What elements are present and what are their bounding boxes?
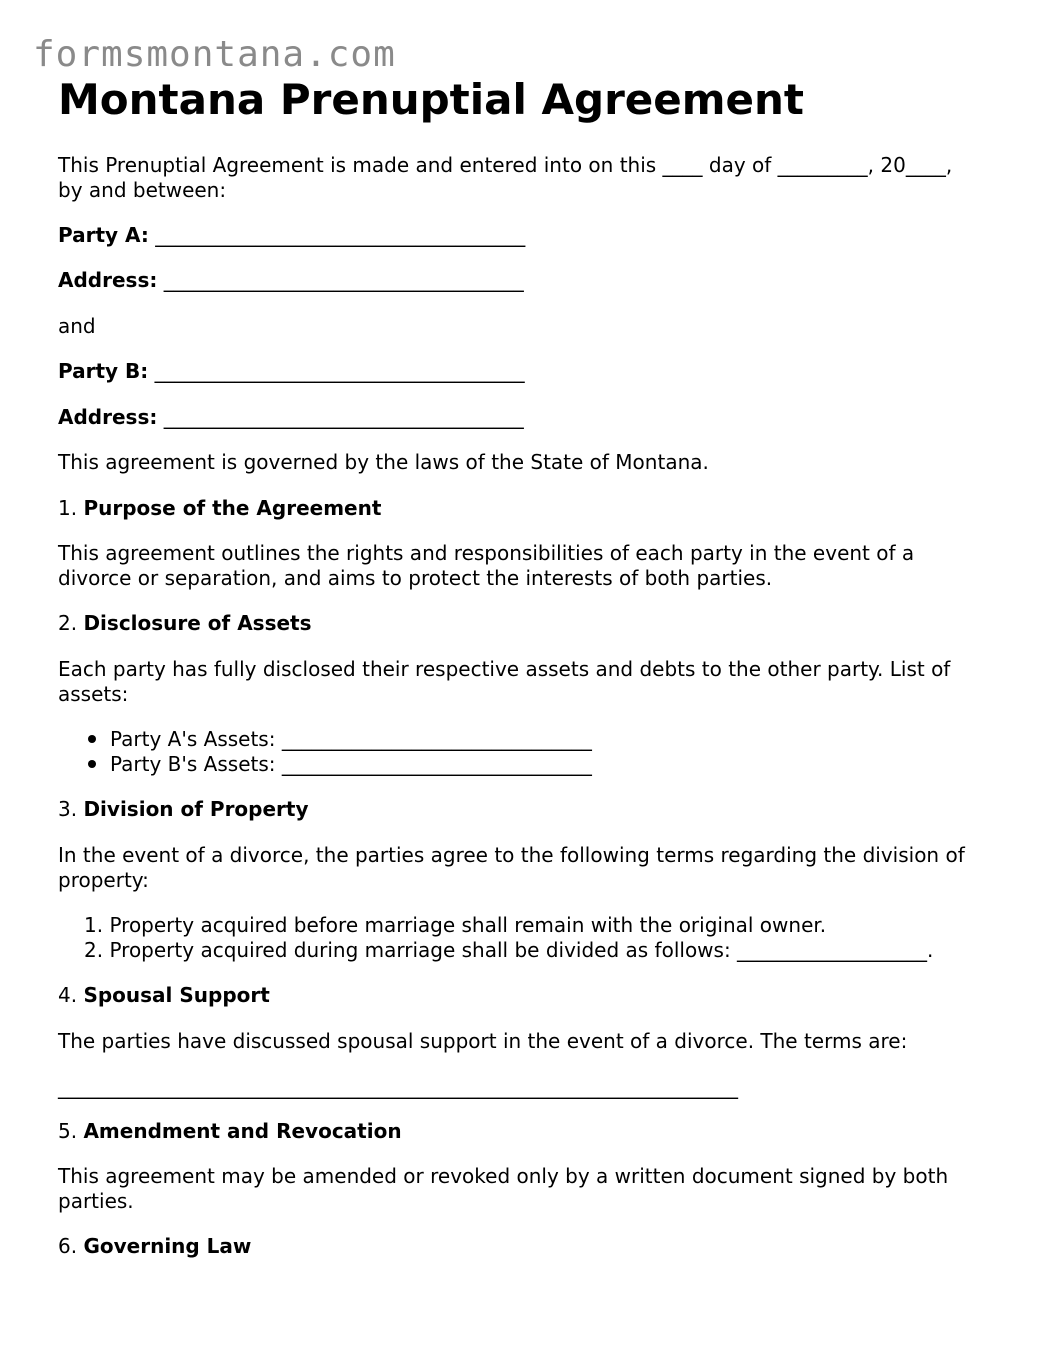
address-a-row [58,268,1018,293]
watermark: formsmontana.com [33,34,396,75]
bullet-icon [88,735,96,743]
section-4-title: Spousal Support [83,983,270,1007]
section-1-body-line-2: divorce or separation, and aims to protect the interests of both parties. [58,566,773,590]
section-2-heading [58,611,1018,636]
address-b-blank: ____________________________________ [163,405,524,429]
list-item-number: 2. [84,938,104,962]
section-6-heading [58,1234,1018,1259]
section-5-body-line-1: This agreement may be amended or revoked only by a written document signed by both [58,1164,949,1188]
address-b-row [58,405,1018,430]
section-3-body-line-2: property: [58,868,149,892]
section-3-title: Division of Property [83,797,309,821]
list-item-number: 1. [84,913,104,937]
section-3-number: 3. [58,797,78,821]
party-b-blank: _____________________________________ [154,359,525,383]
section-2-body-line-2: assets: [58,682,129,706]
party-b-assets: Party B's Assets: _______________________________ [110,752,592,776]
party-a-blank: _____________________________________ [155,223,526,247]
bullet-icon [88,760,96,768]
section-2-number: 2. [58,611,78,635]
and-text: and [58,314,96,338]
party-a-label: Party A: [58,223,149,247]
section-4-number: 4. [58,983,78,1007]
party-a-assets: Party A's Assets: _______________________________ [110,727,592,751]
section-6-number: 6. [58,1234,78,1258]
section-5-title: Amendment and Revocation [83,1119,402,1143]
list-item [84,913,826,938]
address-a-label: Address: [58,268,158,292]
section-6-title: Governing Law [83,1234,252,1258]
section-4-blank: ____________________________________________________________________ [58,1075,738,1099]
section-4-body-line-1: The parties have discussed spousal support in the event of a divorce. The terms are: [58,1029,908,1053]
party-a-row [58,223,1018,248]
section-1-body-line-1: This agreement outlines the rights and responsibilities of each party in the event of a [58,541,915,565]
section-1-number: 1. [58,496,78,520]
section-1-heading [58,496,1018,521]
section-1-title: Purpose of the Agreement [83,496,382,520]
list-item [88,752,592,777]
party-b-label: Party B: [58,359,149,383]
section-5-number: 5. [58,1119,78,1143]
section-3-heading [58,797,1018,822]
list-item-text: Property acquired before marriage shall remain with the original owner. [109,913,827,937]
intro-line-2: by and between: [58,178,227,202]
page-title: Montana Prenuptial Agreement [58,75,804,124]
intro-line-1: This Prenuptial Agreement is made and entered into on this ____ day of _________, 20____, [58,153,953,177]
list-item [88,727,592,752]
section-4-heading [58,983,1018,1008]
address-b-label: Address: [58,405,158,429]
list-item [84,938,933,963]
governed-text: This agreement is governed by the laws of the State of Montana. [58,450,709,474]
address-a-blank: ____________________________________ [163,268,524,292]
section-2-body-line-1: Each party has fully disclosed their respective assets and debts to the other party. List of [58,657,951,681]
section-2-title: Disclosure of Assets [83,611,312,635]
list-item-text: Property acquired during marriage shall be divided as follows: ___________________. [109,938,934,962]
party-b-row [58,359,1018,384]
section-5-heading [58,1119,1018,1144]
section-5-body-line-2: parties. [58,1189,134,1213]
section-3-body-line-1: In the event of a divorce, the parties agree to the following terms regarding the division of [58,843,965,867]
